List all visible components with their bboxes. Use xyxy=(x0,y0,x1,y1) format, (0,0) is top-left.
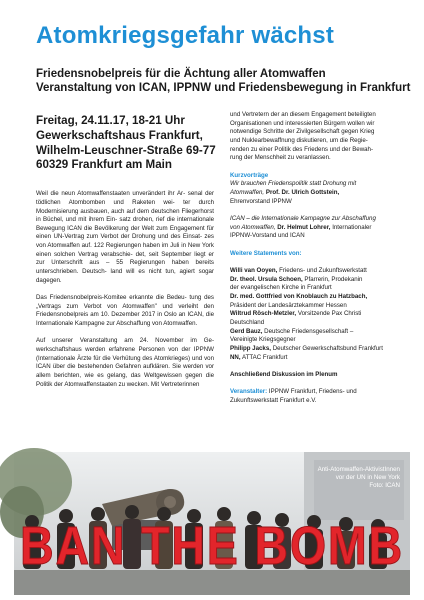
talk-speaker: Prof. Dr. Ulrich Gottstein, xyxy=(265,188,340,196)
text-line: IPPNW (Internationale Ärzte für die Verhütung des xyxy=(36,346,214,362)
statement-desc: Vereinigte Kriegsgegner xyxy=(230,336,296,344)
text-line: Weil die neun Atomwaffenstaaten unverändert ihr Ar- xyxy=(36,190,186,198)
statement-line xyxy=(230,328,400,337)
talk-topic: Atomwaffen, xyxy=(230,188,265,196)
organizer-name: IPPNW Frankfurt, Friedens- und xyxy=(268,388,357,396)
organizer-name: Zukunftswerkstatt Frankfurt e.V. xyxy=(230,396,317,404)
statement-desc: Präsident der Landesärztekammer Hessen xyxy=(230,301,347,309)
talk-role: Internationaler xyxy=(332,223,372,231)
photo-caption xyxy=(318,466,400,490)
talk-role: IPPNW-Vorstand und ICAN xyxy=(230,232,305,240)
statement-desc: der evangelischen Kirche in Frankfurt xyxy=(230,284,332,292)
text-line: und Nuklearbewaffnung diskutieren, um die Regie- xyxy=(230,136,368,144)
text-line: det, seit September liegt er zur Unterschrift aus – 55 xyxy=(36,250,214,267)
talks-heading: Kurzvorträge xyxy=(230,171,269,179)
statement-name: Dr. theol. Ursula Schoen, xyxy=(230,275,303,283)
text-line: renden zu einer Politik des Friedens und der Bewah- xyxy=(230,145,374,153)
event-info xyxy=(36,114,214,173)
talk-topic: Wir brauchen Friedenspolitik statt Drohung mit xyxy=(230,180,357,188)
text-line: Juli in New York einen solchen Vertrag verabschie- xyxy=(36,242,214,258)
statement-line xyxy=(230,267,400,276)
discussion-note: Anschließend Diskussion im Plenum xyxy=(230,370,338,378)
event-paragraph xyxy=(36,337,214,389)
statement-line xyxy=(230,345,400,354)
talk-2 xyxy=(230,215,400,241)
ban-the-bomb-banner: BAN THE BOMB xyxy=(20,516,404,576)
statement-name: Gerd Bauz, xyxy=(230,327,263,335)
text-line: die Bevölkerung der Welt zum Engagement für einen xyxy=(36,224,214,241)
statements-heading: Weitere Statements von: xyxy=(230,249,302,257)
statement-line xyxy=(230,336,400,345)
statement-name: Wiltrud Rösch-Metzler, xyxy=(230,310,297,318)
statement-name: Dr. med. Gottfried von Knoblauch zu Hatzbach, xyxy=(230,292,368,300)
subtitle-line: Friedensnobelpreis für die Ächtung aller Atomwaffen xyxy=(36,68,326,80)
statement-desc: ATTAC Frankfurt xyxy=(241,353,288,361)
statement-name: NN, xyxy=(230,353,241,361)
statement-line xyxy=(230,354,400,363)
statement-desc: Deutscher Gewerkschaftsbund Frankfurt xyxy=(272,344,383,352)
nobel-paragraph xyxy=(36,294,214,329)
statement-line xyxy=(230,276,400,285)
event-venue: Gewerkschaftshaus Frankfurt, xyxy=(36,128,203,142)
text-line: zes von Atomwaffen auf. 122 Regierungen haben im xyxy=(36,233,214,250)
text-line: satz drohen, rief die internationale Bewegung ICAN xyxy=(36,216,214,232)
statement-desc: Vorsitzende Pax Christi xyxy=(297,310,362,318)
talk-role: Ehrenvorstand IPPNW xyxy=(230,197,292,205)
text-line: tung des „Vertrags zum Verbot von Atomwaffen" und xyxy=(36,294,214,310)
statement-line xyxy=(230,293,400,302)
text-line: rung der Menschheit zu veranlassen. xyxy=(230,154,331,162)
organizer xyxy=(230,388,400,405)
text-line: ter durch Modernisierung ausbauen, auch auf dem xyxy=(36,198,214,215)
right-column xyxy=(230,111,400,406)
statement-desc: Deutschland xyxy=(230,318,265,326)
event-date: Freitag, 24.11.17, 18-21 Uhr xyxy=(36,114,185,127)
subtitle-line: Veranstaltung von ICAN, IPPNW und Friedensbewegung in Frankfurt xyxy=(36,82,411,94)
statement-line xyxy=(230,319,400,328)
caption-line: vor der UN in New York xyxy=(335,474,400,482)
text-line: Gefahren aufklären. Sie werden vor allem berichten, xyxy=(36,363,214,380)
caption-line: Anti-Atomwaffen-AktivistInnen xyxy=(317,466,400,473)
statement-desc: Deutsche Friedensgesellschaft – xyxy=(264,327,354,335)
text-line: wie es gelang, das Weltgewissen gegen die Politik der xyxy=(36,372,214,388)
subtitle xyxy=(36,67,416,95)
page-title: Atomkriegsgefahr wächst xyxy=(36,22,335,49)
statement-name: Philipp Jacks, xyxy=(230,344,271,352)
statement-desc: Friedens- und Zukunftswerkstatt xyxy=(279,266,367,274)
text-line: UN-Vertrag zum Verbot der Drohung und des Einsat- xyxy=(53,233,203,241)
talk-topic: von Atomwaffen, xyxy=(230,223,276,231)
statement-line xyxy=(230,284,400,293)
organizer-label: Veranstalter: xyxy=(230,388,268,396)
statement-line xyxy=(230,302,400,311)
continued-paragraph xyxy=(230,111,400,163)
text-line: Auf unserer Veranstaltung am 24. November im Ge- xyxy=(36,337,214,345)
talk-speaker: Dr. Helmut Lohrer, xyxy=(277,223,331,231)
talk-1 xyxy=(230,180,400,206)
text-line: Atomkrieges) und von ICAN über die bestehenden xyxy=(36,354,214,371)
event-street: Wilhelm-Leuschner-Straße 69-77 xyxy=(36,143,216,157)
text-line: land will es nicht tun, agiert sogar dagegen. xyxy=(36,268,214,284)
statement-desc: Pfarrerin, Prodekanin xyxy=(304,275,363,283)
talk-topic: ICAN – die Internationale Kampagne zur Abschaffung xyxy=(230,214,376,222)
statements-list xyxy=(230,267,400,362)
intro-paragraph xyxy=(36,190,214,285)
statement-line xyxy=(230,310,400,319)
caption-credit: Foto: ICAN xyxy=(369,482,400,490)
text-line: Das Friedensnobelpreis-Komitee erkannte die Bedeu- xyxy=(36,294,187,302)
statement-name: Willi van Ooyen, xyxy=(230,266,278,274)
event-city: 60329 Frankfurt am Main xyxy=(36,158,172,172)
text-line: senal der tödlichen Atombomben und Raketen wei- xyxy=(36,190,214,206)
text-line: notwendige Schritte der Zivilgesellschaft gegen Krieg xyxy=(230,128,375,136)
text-line: und Vertretern der an diesem Engagement beteiligten xyxy=(230,111,376,118)
text-line: verleiht den Friedensnobelpreis am 10. Dezember xyxy=(36,302,214,319)
left-column xyxy=(36,114,214,398)
text-line: deutschen Fliegerhorst in Büchel, und mit ihrem Ein- xyxy=(36,207,214,224)
text-line: 2017 in Oslo an ICAN, die Internationale Kampagne xyxy=(36,311,214,328)
activists-photo xyxy=(14,452,410,595)
text-line: werkschaftshaus werden erfahrene Personen von der xyxy=(36,346,191,354)
text-line: Organisationen und interessierten Bürgern wollen wir xyxy=(230,119,375,127)
text-line: zur Abschaffung von Atomwaffen. xyxy=(106,320,198,328)
text-line: Regierungen haben bereits unterschrieben. Deutsch- xyxy=(36,259,214,276)
text-line: Atomwaffenstaaten zu wecken. Mit Vertreterinnen xyxy=(64,380,200,388)
